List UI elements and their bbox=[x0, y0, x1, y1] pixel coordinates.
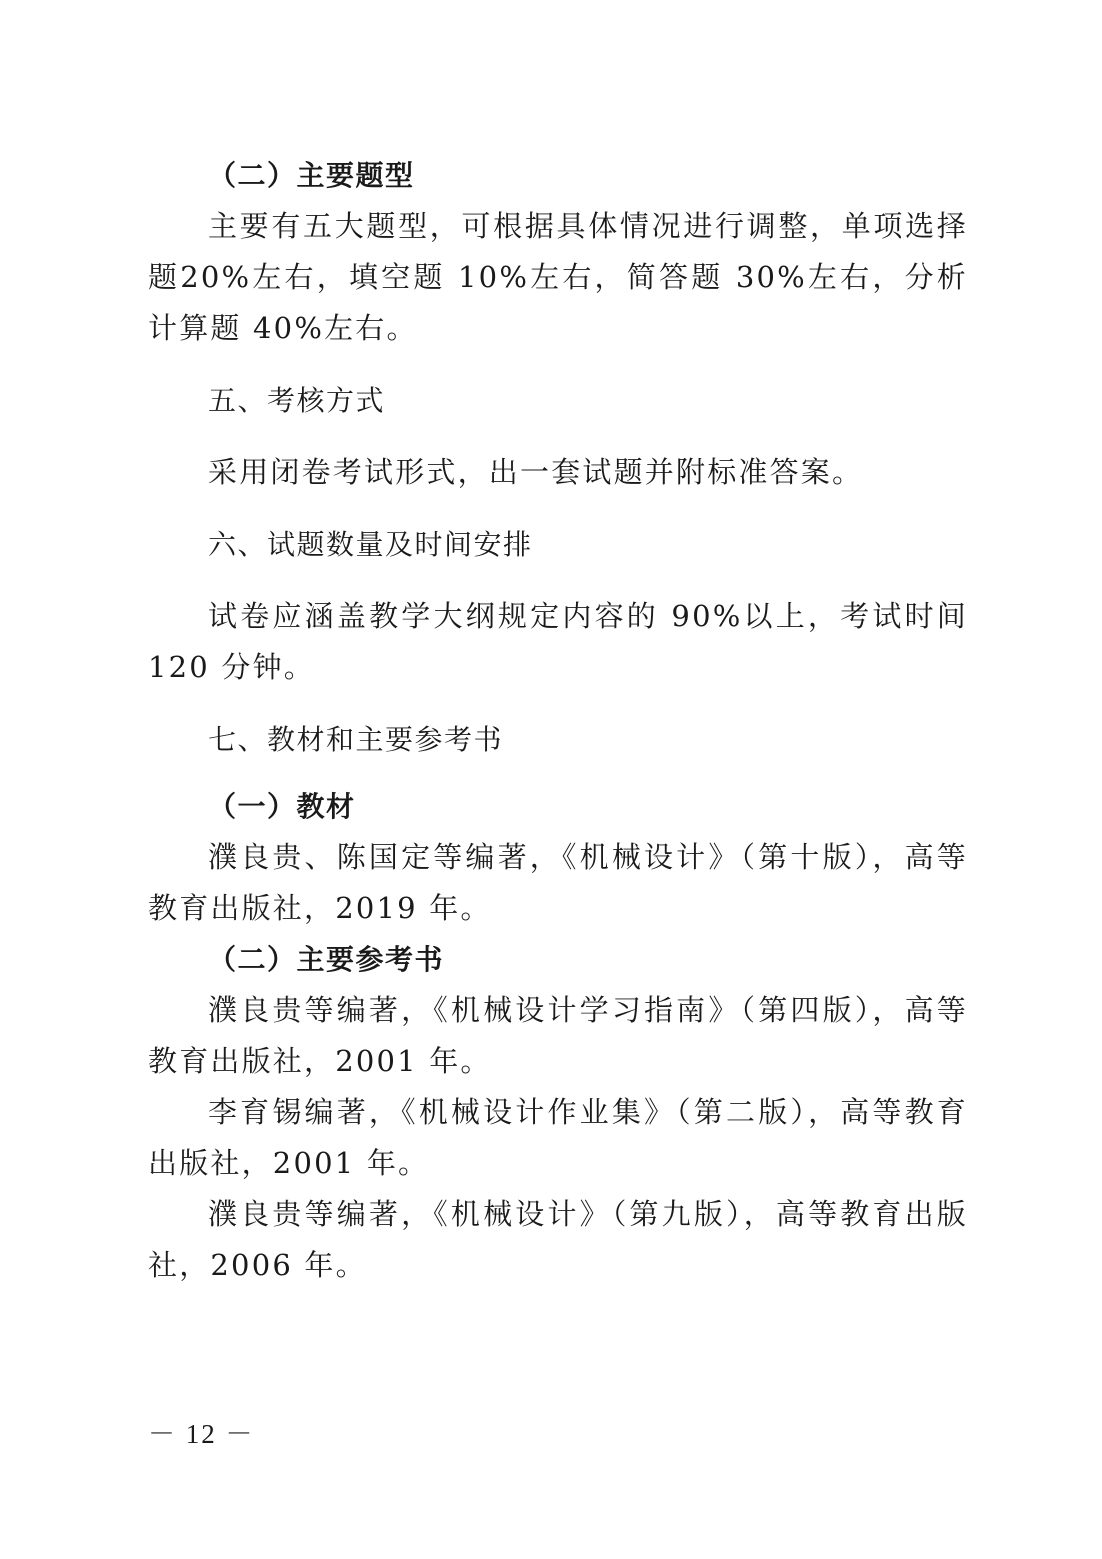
section-heading-quantity-time: 六、试题数量及时间安排 bbox=[208, 528, 533, 561]
section-heading-textbooks: 七、教材和主要参考书 bbox=[208, 723, 504, 756]
reference-item: 濮良贵等编著，《机械设计学习指南》（第四版），高等教育出版社，2001 年。 bbox=[148, 993, 968, 1078]
subsection-heading-references: （二）主要参考书 bbox=[208, 943, 445, 976]
document-body bbox=[148, 150, 968, 1291]
page-number: － 12 － bbox=[148, 1419, 255, 1449]
paragraph-assessment-method: 采用闭卷考试形式，出一套试题并附标准答案。 bbox=[208, 455, 864, 489]
paragraph-question-types: 主要有五大题型，可根据具体情况进行调整，单项选择题20%左右，填空题 10%左右，简答题 30%左右，分析计算题 40%左右。 bbox=[148, 209, 968, 345]
subsection-heading-textbook: （一）教材 bbox=[208, 790, 356, 823]
reference-item: 濮良贵等编著，《机械设计》（第九版），高等教育出版社，2006 年。 bbox=[148, 1197, 968, 1282]
paragraph-textbook: 濮良贵、陈国定等编著，《机械设计》（第十版），高等教育出版社，2019 年。 bbox=[148, 840, 968, 925]
paragraph-quantity-time: 试卷应涵盖教学大纲规定内容的 90%以上，考试时间 120 分钟。 bbox=[148, 599, 968, 684]
section-heading-question-types: （二）主要题型 bbox=[208, 159, 415, 192]
reference-item: 李育锡编著，《机械设计作业集》（第二版），高等教育出版社，2001 年。 bbox=[148, 1095, 968, 1180]
section-heading-assessment-method: 五、考核方式 bbox=[208, 384, 386, 417]
